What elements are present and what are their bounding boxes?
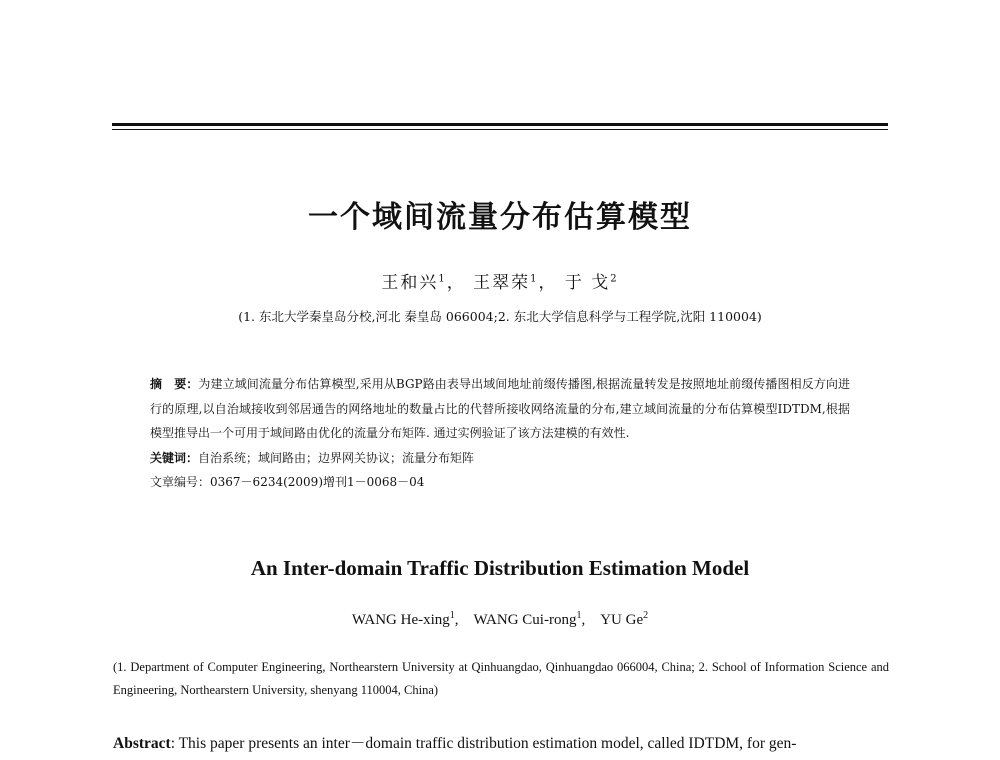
abstract-cn-label: 摘 要： xyxy=(150,377,199,391)
author-en: WANG He-xing xyxy=(351,612,450,628)
author-cn: 王和兴 xyxy=(381,273,439,293)
top-rule-thin xyxy=(112,129,888,130)
author-sup: 1 xyxy=(530,273,539,285)
keywords-cn-text: 自治系统；域间路由；边界网关协议；流量分布矩阵 xyxy=(198,450,475,465)
abstract-en-label: Abstract xyxy=(113,735,171,752)
paper-title-cn: 一个域间流量分布估算模型 xyxy=(308,200,692,235)
article-number-label: 文章编号： xyxy=(150,475,211,489)
abstract-en-text: : This paper presents an inter－domain traffic distribution estimation model, called IDTDM, for gen- xyxy=(170,735,797,752)
authors-en xyxy=(0,608,1000,629)
article-number-text: 0367－6234(2009)增刊1－0068－04 xyxy=(210,475,425,489)
author-sup: 2 xyxy=(610,273,619,285)
author-sup: 2 xyxy=(643,610,649,621)
abstract-cn-block xyxy=(150,372,850,495)
author-sep: , xyxy=(581,612,601,628)
authors-cn xyxy=(0,268,1000,293)
author-cn: 王翠荣 xyxy=(473,273,531,293)
author-sep: ， xyxy=(538,273,558,293)
author-sup: 1 xyxy=(438,273,447,285)
author-sep: ， xyxy=(446,273,466,293)
author-en: WANG Cui-rong xyxy=(473,612,577,628)
author-sup: 1 xyxy=(576,610,582,621)
article-number xyxy=(150,470,850,495)
keywords-cn xyxy=(150,446,850,471)
abstract-en xyxy=(113,731,889,753)
author-sep: , xyxy=(454,612,474,628)
author-en: YU Ge xyxy=(600,612,644,628)
abstract-cn-text: 为建立域间流量分布估算模型,采用从BGP路由表导出域间地址前缀传播图,根据流量转发是按照地址前缀传播图相反方向进行的原理,以自治域接收到邻居通告的网络地址的数量占比的代替所接收网络流量的分布,建立域间流量的分布估算模型IDTDM,根据模型推导出一个可用于域间路由优化的流量分布矩阵. 通过实例验证了该方法建模的有效性. xyxy=(150,377,850,440)
affiliations-cn: (1. 东北大学秦皇岛分校,河北 秦皇岛 066004;2. 东北大学信息科学与工程学院,沈阳 110004) xyxy=(238,309,762,324)
author-cn: 于 戈 xyxy=(564,273,611,293)
paper-title-en: An Inter-domain Traffic Distribution Estimation Model xyxy=(250,556,750,580)
author-sup: 1 xyxy=(449,610,455,621)
top-rule-thick xyxy=(112,123,888,126)
keywords-cn-label: 关键词： xyxy=(150,450,199,465)
affiliations-en: (1. Department of Computer Engineering, Northearstern University at Qinhuangdao, Qinhuangdao 066004, China; 2. School of Information Science and Engineering, Northearstern University, shenyang 110004, China) xyxy=(113,660,889,697)
abstract-cn xyxy=(150,372,850,446)
